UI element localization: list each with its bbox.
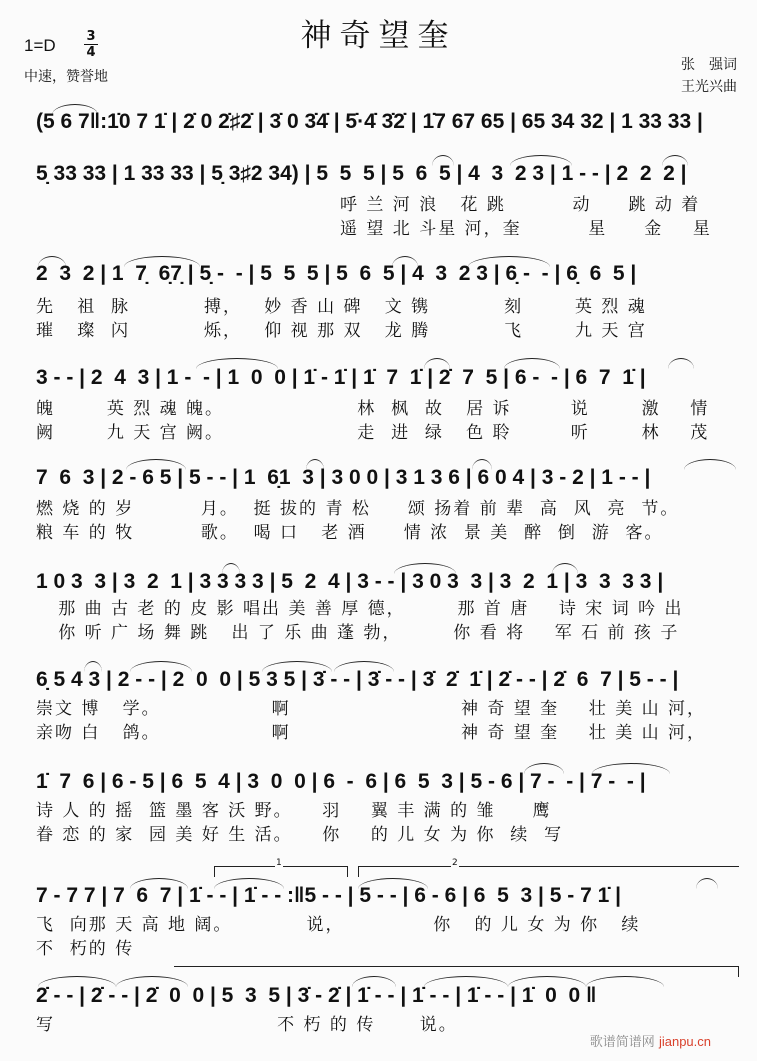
lyrics-verse-2: 粮 车 的 牧 歌。 喝 口 老 酒 情 浓 景 美 醉 倒 游 客。 [36, 523, 664, 543]
lyrics-verse-1: 写 不 朽 的 传 说。 [36, 1015, 458, 1035]
score-line-2: 5̣ 33 33 | 1 33 33 | 5̣ 3♯2 34) | 5 5 5 | 5 6 5 | 4 3 2 3 | 1 - - | 2 2 2 | [36, 162, 687, 185]
lyrics-verse-2: 不 朽的 传 [36, 939, 135, 959]
score-line-3: 2 3 2 | 1 7̣ 6̣7̣ | 5̣ - - | 5 5 5 | 5 6 5 | 4 3 2 3 | 6̣ - - | 6̣ 6 5 | [36, 262, 637, 285]
score-line-9: 7 - 7 7 | 7 6 7 | 1̇ - - | 1̇ - - :‖5 - - | 5 - - | 6 - 6 | 6 5 3 | 5 - 7 1̇ | [36, 884, 621, 907]
watermark-cn: 歌谱简谱网 [589, 1035, 655, 1050]
lyrics-verse-2: 阙 九 天 宫 阙。 走 进 绿 色 聆 听 林 茂 [36, 423, 710, 443]
score-line-1: (5 6 7‖:1̇0 7 1̇ | 2̇ 0 2̇♯2̇ | 3̇ 0 3̇4̇ | 5̇·4̇ 3̇2̇ | 1̇7 67 65 | 65 34 32 | 1 33 33 | [36, 110, 703, 133]
time-signature-top: 3 [86, 29, 96, 44]
lyrics-verse-2: 眷 恋 的 家 园 美 好 生 活。 你 的 儿 女 为 你 续 写 [36, 825, 564, 845]
lyrics-verse-1: 魄 英 烈 魂 魄。 林 枫 故 居 诉 说 激 情 [36, 399, 710, 419]
score-line-5: 7 6 3 | 2 - 6 5 | 5 - - | 1 6̣1 3 | 3 0 0 | 3 1 3 6 | 6 0 4 | 3 - 2 | 1 - - | [36, 466, 651, 489]
score-line-8: 1̇ 7 6 | 6 - 5 | 6 5 4 | 3 0 0 | 6 - 6 | 6 5 3 | 5 - 6 | 7 - - | 7 - - | [36, 770, 646, 793]
lyrics-verse-2: 你 听 广 场 舞 跳 出 了 乐 曲 蓬 勃， 你 看 将 军 石 前 孩 子 [36, 623, 680, 643]
lyrics-verse-1: 飞 向那 天 高 地 阔。 说， 你 的 儿 女 为 你 续 [36, 915, 641, 935]
lyrics-verse-1: 先 祖 脉 搏， 妙 香 山 碑 文 镌 刻 英 烈 魂 [36, 297, 647, 317]
score-line-6: 1 0 3 3 | 3 2 1 | 3 3 3 3 | 5 2 4 | 3 - - | 3 0 3 3 | 3 2 1 | 3 3 3 3 | [36, 570, 664, 593]
lyrics-verse-2: 亲吻 白 鸽。 啊 神 奇 望 奎 壮 美 山 河， [36, 723, 706, 743]
lyrics-verse-2: 璀 璨 闪 烁， 仰 视 那 双 龙 腾 飞 九 天 宫 [36, 321, 647, 341]
score-line-7: 6̣ 5 4 3 | 2 - - | 2 0 0 | 5 3 5 | 3̇ - - | 3̇ - - | 3̇ 2̇ 1̇ | 2̇ - - | 2̇ 6 7 | 5 - - | [36, 668, 679, 691]
watermark [590, 1031, 711, 1050]
score-line-10: 2̇ - - | 2̇ - - | 2̇ 0 0 | 5 3 5 | 3̇ - 2̇ | 1̇ - - | 1̇ - - | 1̇ - - | 1̇ 0 0 ‖ [36, 984, 597, 1007]
score-line-4: 3 - - | 2 4 3 | 1 - - | 1 0 0 | 1̇ - 1̇ | 1̇ 7 1̇ | 2̇ 7 5 | 6 - - | 6 7 1̇ | [36, 366, 646, 389]
lyrics-verse-1: 燃 烧 的 岁 月。 挺 拔的 青 松 颂 扬着 前 辈 高 风 亮 节。 [36, 499, 680, 519]
lyrics-verse-1: 诗 人 的 摇 篮 墨 客 沃 野。 羽 翼 丰 满 的 雏 鹰 [36, 801, 552, 821]
time-signature [84, 30, 98, 59]
tempo-marking: 中速，赞誉地 [24, 69, 108, 85]
time-signature-bottom: 4 [86, 45, 96, 60]
lyrics-verse-1: 崇文 博 学。 啊 神 奇 望 奎 壮 美 山 河， [36, 699, 706, 719]
lyrics-verse-1: 呼 兰 河 浪 花 跳 动 跳 动 着 [340, 195, 701, 215]
lyrics-verse-1: 那 曲 古 老 的 皮 影 唱出 美 善 厚 德， 那 首 唐 诗 宋 词 吟 出 [36, 599, 684, 619]
lyrics-verse-2: 遥 望 北 斗星 河，奎 星 金 星 [340, 219, 712, 239]
first-ending-bracket: 1 [214, 866, 348, 877]
watermark-en: jianpu.cn [658, 1034, 711, 1049]
second-ending-bracket: 2 [358, 866, 739, 877]
key-signature: 1=D [24, 36, 56, 55]
composer-credit: 王光兴曲 [681, 79, 737, 95]
lyricist-credit: 张 强词 [681, 57, 737, 73]
song-title: 神奇望奎 [300, 18, 457, 54]
